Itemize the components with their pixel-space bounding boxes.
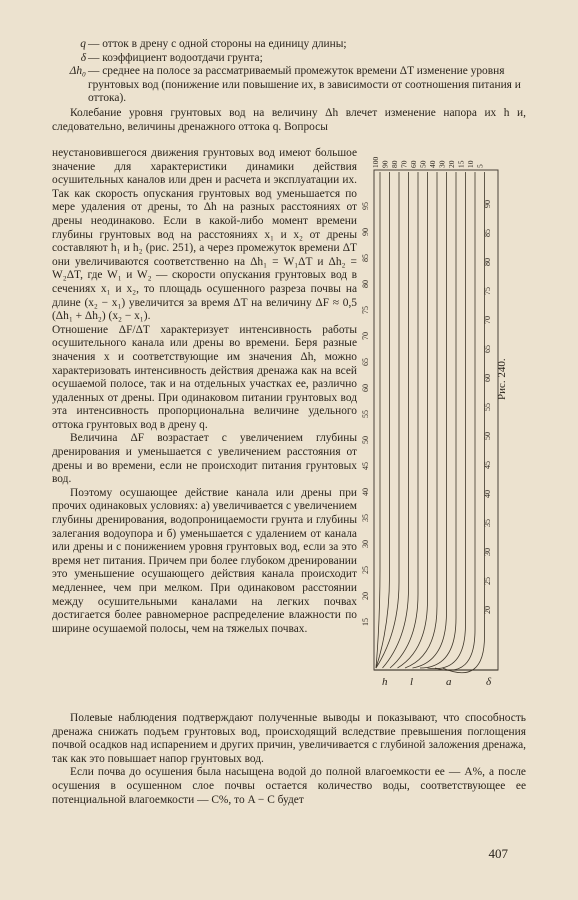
side-axis-label: 65 — [361, 358, 370, 366]
right-axis-label: 20 — [483, 606, 492, 614]
right-axis-label: 65 — [483, 345, 492, 353]
bottom-axis-label: a — [446, 676, 452, 688]
side-axis-label: 60 — [361, 384, 370, 392]
top-label-group — [371, 157, 485, 169]
right-axis-label: 35 — [483, 519, 492, 527]
definition-row — [52, 65, 522, 106]
right-axis-label: 45 — [483, 461, 492, 469]
top-axis-label: 50 — [418, 160, 428, 168]
side-axis-label: 70 — [361, 332, 370, 340]
bottom-label-group — [382, 676, 452, 688]
top-axis-label: 60 — [409, 160, 418, 168]
definitions-list — [52, 38, 522, 106]
right-axis-label: 30 — [483, 548, 492, 556]
right-axis-label: 85 — [483, 229, 492, 237]
right-axis-label: 90 — [483, 200, 492, 208]
top-axis-label: 10 — [466, 160, 475, 168]
paragraph: Поэтому осушающее действие канала или дрены при прочих одинаковых условиях: а) увеличивается с увеличением глубины дренирования, водопроницаемости грунта и глубины залегания водоупора и б) уменьшается с удалением от канала или дрены и с понижением уровня грунтовых вод, если за это время нет питания. Причем при более глубоком дренировании это уменьшение осушающего действия канала происходит медленнее, чем при мелком. При одинаковом расстоянии между осушительными каналами на легких почвах достигается более равномерное распределение влажности по ширине осушаемой полосы, чем на тяжелых почвах. — [52, 486, 357, 635]
side-axis-label: 35 — [361, 514, 370, 522]
definition-text: — отток в дрену с одной стороны на единицу длины; — [88, 38, 347, 50]
paragraph: неустановившегося движения грунтовых вод имеют большое значение для характеристики динамики действия осушительных каналов или дрен и расчета и эксплуатации их. Так как скорость опускания грунтовых вод уменьшается по мере удаления от дрены, то Δh на разных расстояниях от дрены неодинаково. Если в какой-либо момент времени глубины грунтовых вод на расстояниях x₁ и x₂ от дрены составляют h₁ и h₂ (рис. 251), а через промежуток времени ΔT они увеличиваются соответственно на Δh₁ = W₁ΔT и Δh₂ = W₂ΔT, где W₁ и W₂ — скорости опускания грунтовых вод в сечениях x₁ и x₂, то площадь осушенного разреза почвы на длине (x₂ − x₁) увеличится за время ΔT на величину ΔF ≈ 0,5 (Δh₁ + Δh₂) (x₂ − x₁). — [52, 147, 357, 323]
delta-label: δ — [486, 676, 492, 688]
paragraph: Величина ΔF возрастает с увеличением глубины дренирования и уменьшается с увеличением расстояния от дрены и во времени, если не происходит питания грунтовых вод. — [52, 432, 357, 486]
profile-curve — [405, 172, 437, 668]
side-label-group — [361, 202, 370, 626]
side-axis-label: 15 — [361, 618, 370, 626]
paragraph: Колебание уровня грунтовых вод на величину Δh влечет изменение напора их h и, следовательно, величины дренажного оттока q. Вопросы — [52, 107, 526, 133]
side-axis-label: 40 — [361, 488, 370, 496]
text-column — [52, 147, 357, 636]
top-axis-label: 20 — [447, 160, 456, 168]
definition-term: Δh₀ — [69, 65, 86, 78]
right-axis-label: 25 — [483, 577, 492, 585]
profile-curve — [443, 172, 485, 673]
top-axis-label: 100 — [371, 156, 380, 168]
profile-curve — [420, 172, 456, 668]
side-axis-label: 45 — [361, 462, 370, 470]
profile-curve — [376, 172, 380, 668]
side-axis-label: 85 — [361, 254, 370, 262]
profile-curve — [376, 172, 390, 668]
side-axis-label: 50 — [361, 436, 370, 444]
top-axis-label: 15 — [456, 160, 466, 168]
bottom-axis-label: h — [382, 676, 388, 688]
top-axis-label: 30 — [437, 160, 447, 168]
side-axis-label: 25 — [361, 566, 370, 574]
top-axis-label: 90 — [380, 160, 390, 168]
bottom-axis-label: l — [410, 676, 414, 688]
top-axis-label: 5 — [475, 164, 485, 168]
side-axis-label: 55 — [361, 410, 370, 418]
curve-group — [376, 172, 485, 673]
profile-curve — [398, 172, 428, 668]
paragraph: Полевые наблюдения подтверждают полученные выводы и показывают, что способность дренажа снижать подъем грунтовых вод, происходящий вследствие превышения поглощения почвой осадков над испарением и других причин, увеличивается с глубиной заложения дренажа, так как это повышает напор грунтовых вод. — [52, 712, 526, 765]
right-axis-label: 40 — [483, 490, 492, 498]
opening-paragraph — [52, 107, 526, 134]
side-axis-label: 20 — [361, 592, 370, 600]
side-axis-label: 95 — [361, 202, 370, 210]
paragraph: Отношение ΔF/ΔT характеризует интенсивность работы осушительного канала или дрены во времени. Беря разные значения x и соответствующие им значения Δh, можно характеризовать интенсивность действия дренажа как на всей осушаемой полосе, так и на отдельных участках ее, различно удаленных от дрены. При одинаковом питании грунтовых вод эта интенсивность пропорциональна величине удельного оттока грунтовых вод в дрену q. — [52, 323, 357, 431]
top-axis-label: 40 — [428, 160, 437, 168]
side-axis-label: 75 — [361, 306, 370, 314]
side-axis-label: 90 — [361, 228, 370, 236]
definition-term: δ — [80, 51, 86, 64]
right-axis-label: 75 — [483, 287, 492, 295]
wide-text — [52, 712, 526, 807]
right-axis-label: 60 — [483, 374, 492, 382]
definition-text: — коэффициент водоотдачи грунта; — [88, 51, 263, 64]
definition-term: q — [80, 38, 86, 50]
profile-curve — [390, 172, 418, 668]
page-number: 407 — [488, 846, 508, 861]
top-axis-label: 80 — [390, 160, 399, 168]
definition-text: — среднее на полосе за рассматриваемый промежуток времени ΔT изменение уровня грунтовых вод (понижение или повышение их, в зависимости от соотношения питания и оттока). — [88, 65, 521, 105]
figure-diagram — [362, 150, 512, 700]
side-axis-label: 80 — [361, 280, 370, 288]
side-axis-label: 30 — [361, 540, 370, 548]
definition-row — [52, 52, 522, 66]
definition-row — [52, 38, 522, 52]
right-axis-label: 55 — [483, 403, 492, 411]
profile-curve — [383, 172, 409, 668]
drainage-diagram — [362, 150, 512, 700]
top-axis-label: 70 — [399, 160, 409, 168]
right-axis-label: 50 — [483, 432, 492, 440]
paragraph: Если почва до осушения была насыщена водой до полной влагоемкости ее — A%, а после осушения в осушенном слое почвы остается количество воды, соответствующее ее потенциальной влагоемкости — C%, то A − C будет — [52, 766, 526, 806]
figure-caption: Рис. 240. — [496, 358, 508, 400]
profile-curve — [435, 172, 475, 670]
right-axis-label: 70 — [483, 316, 492, 324]
right-axis-label: 80 — [483, 258, 492, 266]
